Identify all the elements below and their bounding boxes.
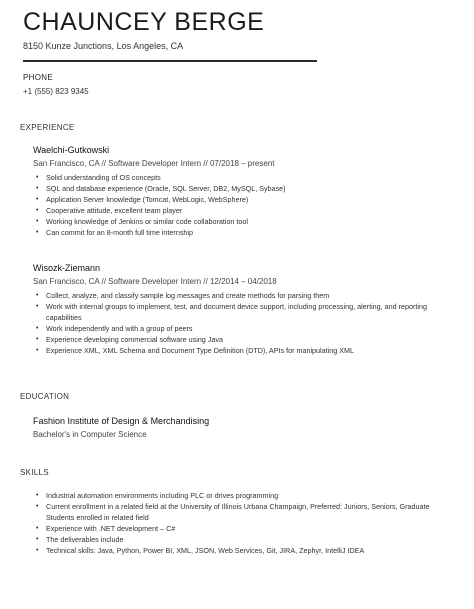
skill-bullet: • Technical skills: Java, Python, Power BI, XML, JSON, Web Services, Git, JIRA, Zephyr, IntelliJ IDEA: [33, 545, 453, 556]
job-entry: [33, 145, 453, 238]
job-bullet: • Application Server knowledge (Tomcat, WebLogic, WebSphere): [33, 194, 453, 205]
degree-name: Bachelor's in Computer Science: [33, 430, 147, 439]
job-bullet: • Can commit for an 8-month full time internship: [33, 227, 453, 238]
skill-bullet: • Industrial automation environments including PLC or drives programming: [33, 490, 453, 501]
job-company: Waelchi-Gutkowski: [33, 145, 110, 155]
job-bullet: • Work independently and with a group of peers: [33, 323, 453, 334]
school-name: Fashion Institute of Design & Merchandising: [33, 416, 210, 426]
education-heading: EDUCATION: [20, 392, 70, 401]
job-bullets: [33, 290, 453, 356]
phone-label: PHONE: [23, 73, 53, 82]
skill-bullet: • The deliverables include: [33, 534, 453, 545]
candidate-name: CHAUNCEY BERGE: [23, 8, 265, 36]
job-bullets: [33, 172, 453, 238]
education-entry: [33, 416, 453, 439]
header-divider: [23, 60, 317, 62]
skills-bullets: [33, 490, 453, 556]
phone-value: +1 (555) 823 9345: [23, 87, 89, 96]
job-bullet: • SQL and database experience (Oracle, SQL Server, DB2, MySQL, Sybase): [33, 183, 453, 194]
job-bullet: • Experience developing commercial software using Java: [33, 334, 453, 345]
job-meta: San Francisco, CA // Software Developer Intern // 07/2018 – present: [33, 159, 275, 168]
job-bullet: • Working knowledge of Jenkins or similar code collaboration tool: [33, 216, 453, 227]
skills-entry: [33, 490, 453, 556]
job-bullet: • Experience XML, XML Schema and Document Type Definition (DTD), APIs for manipulating XML: [33, 345, 453, 356]
skill-bullet: • Current enrollment in a related field at the University of Illinois Urbana Champaign, Preferred: Juniors, Seniors, Graduate Students enrolled in related field: [33, 501, 453, 523]
job-meta: San Francisco, CA // Software Developer Intern // 12/2014 – 04/2018: [33, 277, 277, 286]
skills-heading: SKILLS: [20, 468, 49, 477]
job-bullet: • Cooperative attitude, excellent team player: [33, 205, 453, 216]
job-bullet: • Collect, analyze, and classify sample log messages and create methods for parsing them: [33, 290, 453, 301]
job-company: Wisozk-Ziemann: [33, 263, 101, 273]
skill-bullet: • Experience with .NET development – C#: [33, 523, 453, 534]
job-bullet: • Solid understanding of OS concepts: [33, 172, 453, 183]
candidate-address: 8150 Kunze Junctions, Los Angeles, CA: [23, 41, 184, 51]
experience-heading: EXPERIENCE: [20, 123, 75, 132]
job-bullet: • Work with internal groups to implement, test, and document device support, including processing, alerting, and reporting capabilities: [33, 301, 453, 323]
job-entry: [33, 263, 453, 356]
